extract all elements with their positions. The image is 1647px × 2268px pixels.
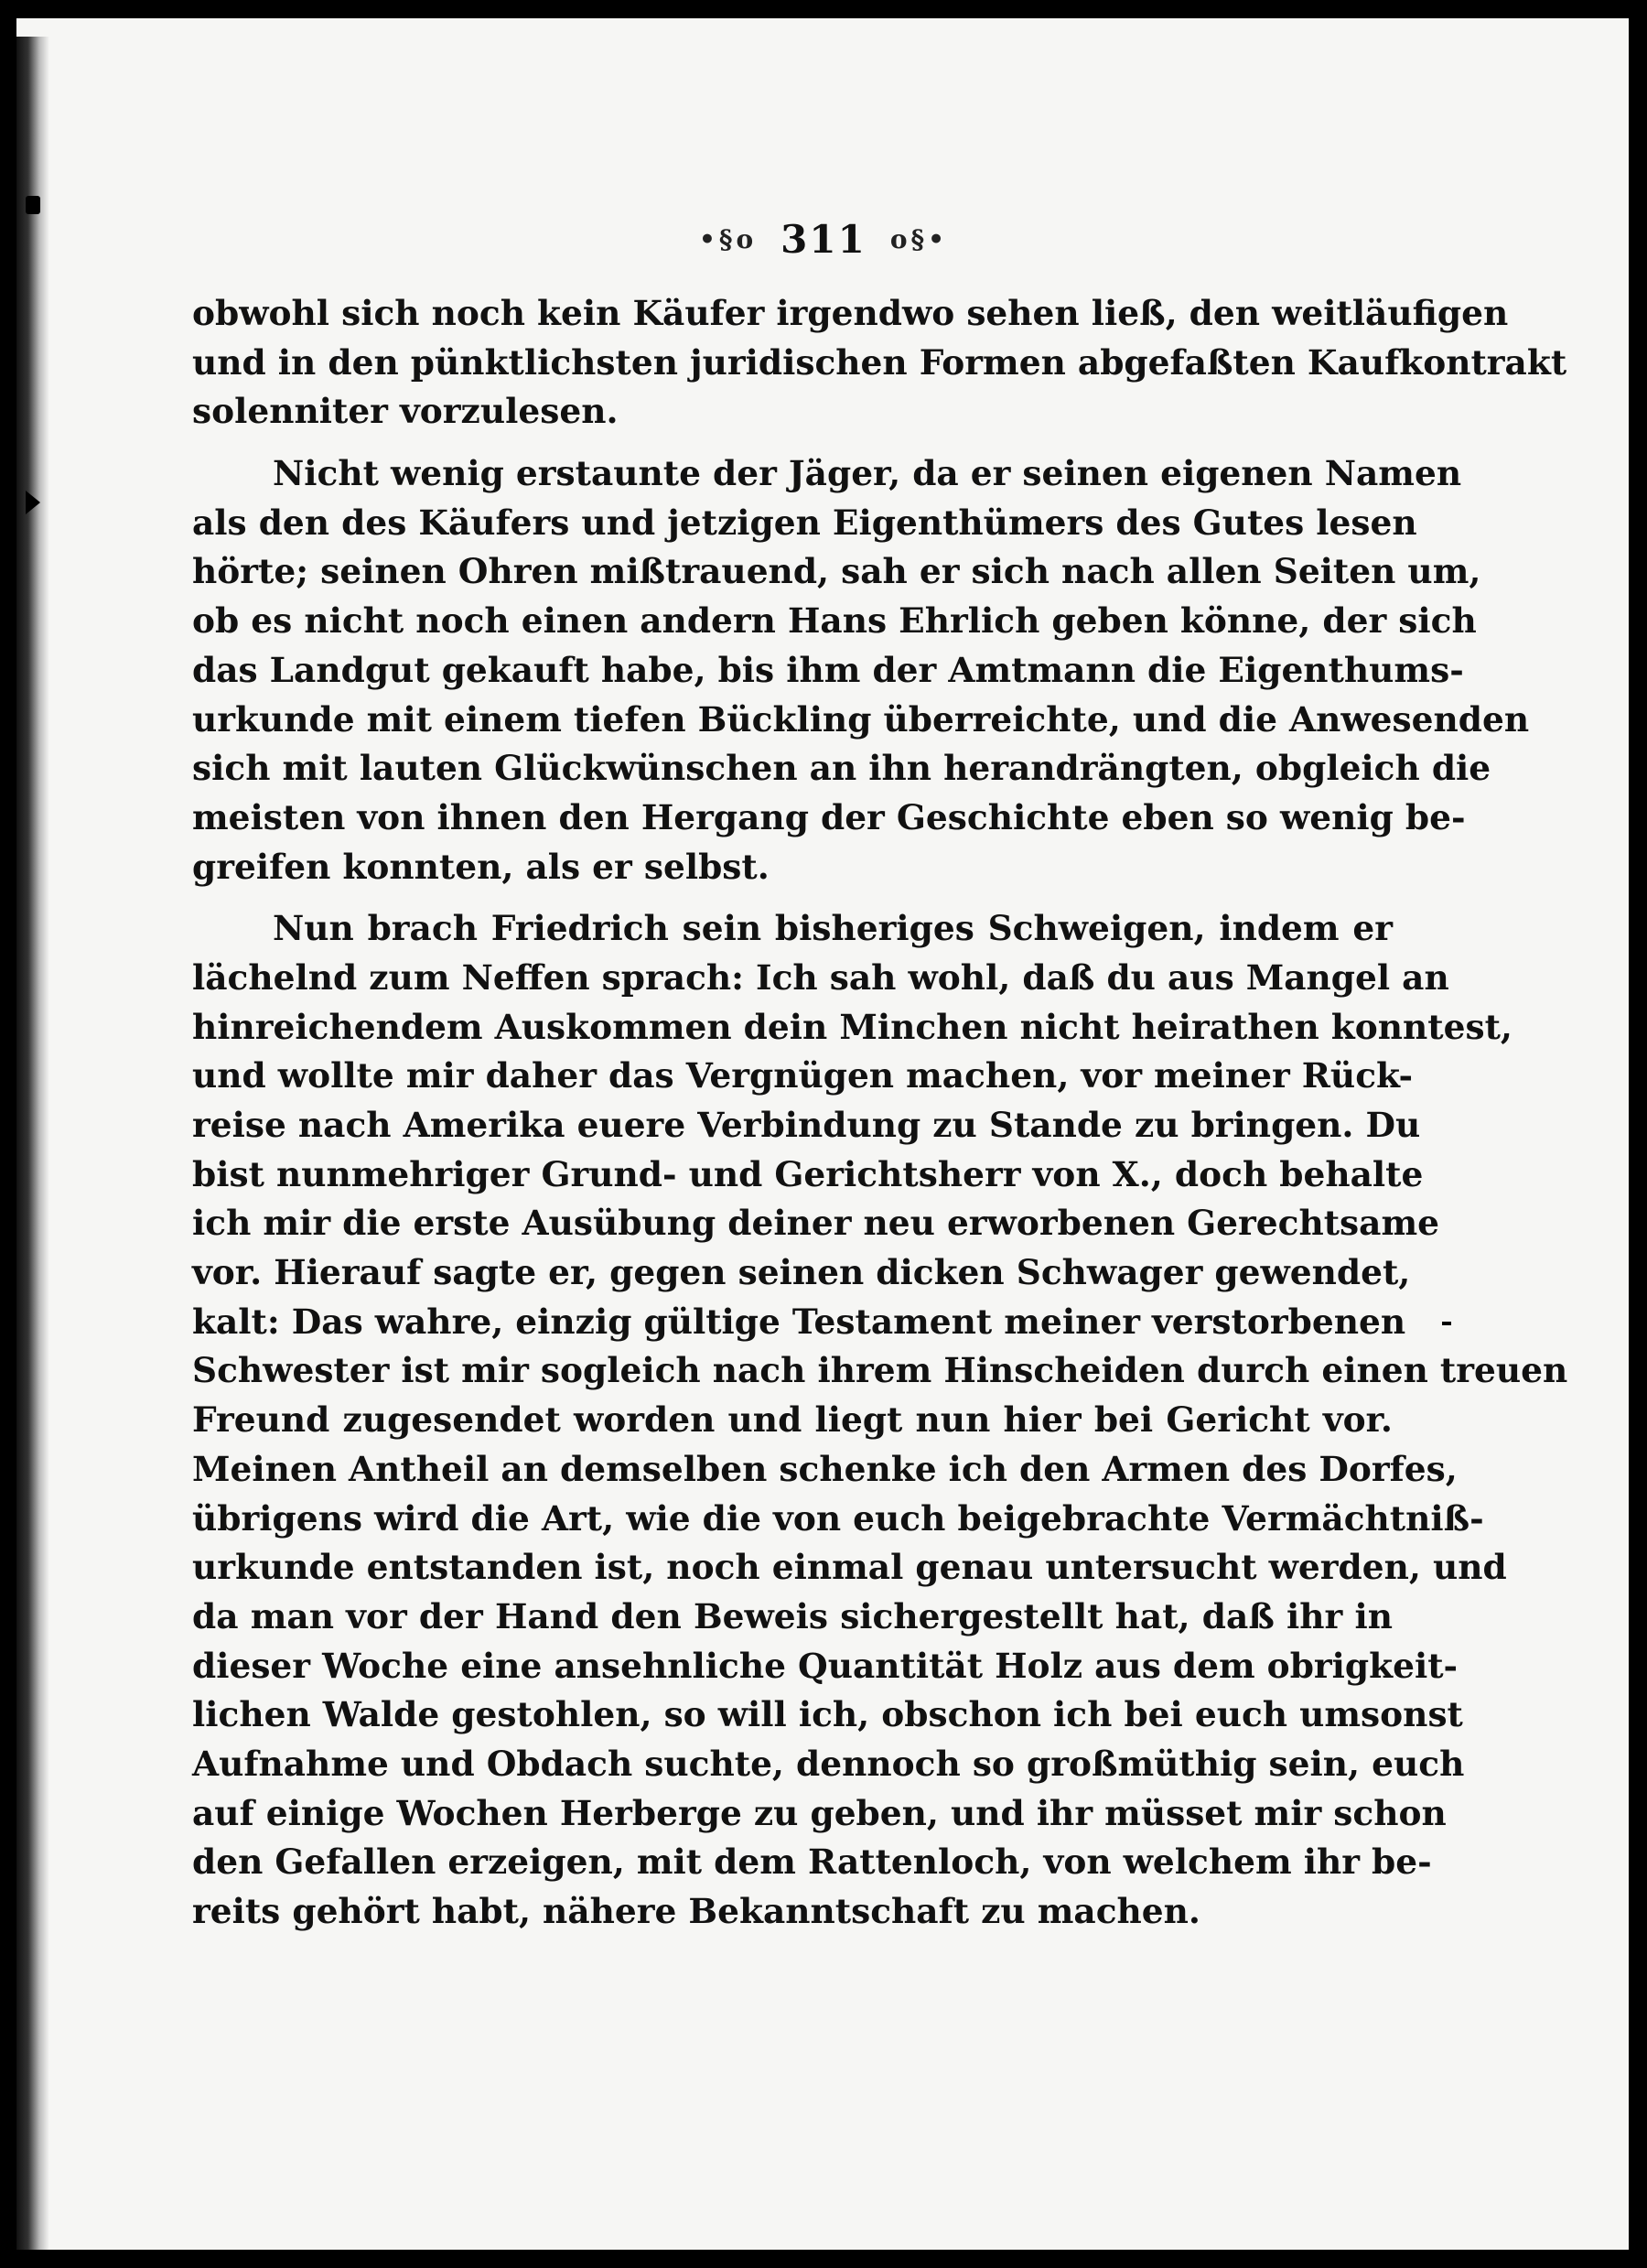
- body-text: [192, 289, 1568, 1937]
- text-line: Nun brach Friedrich sein bisheriges Schweigen, indem er: [273, 908, 1393, 949]
- text-line: und in den pünktlichsten juridischen Formen abgefaßten Kaufkontrakt: [192, 341, 1567, 383]
- scan-border-right: [1629, 0, 1647, 2268]
- text-line: kalt: Das wahre, einzig gültige Testament meiner verstorbenen: [192, 1301, 1406, 1342]
- text-line: greifen konnten, als er selbst.: [192, 846, 770, 887]
- scan-speck: [1442, 1322, 1451, 1325]
- page-number: 311: [780, 216, 867, 262]
- text-line: urkunde mit einem tiefen Bückling überreichte, und die Anwesenden: [192, 698, 1530, 740]
- text-line: übrigens wird die Art, wie die von euch beigebrachte Vermächtniß-: [192, 1497, 1484, 1539]
- text-line: Freund zugesendet worden und liegt nun hier bei Gericht vor.: [192, 1399, 1393, 1441]
- text-line: solenniter vorzulesen.: [192, 391, 619, 432]
- text-line: ich mir die erste Ausübung deiner neu erworbenen Gerechtsame: [192, 1203, 1440, 1244]
- text-line: meisten von ihnen den Hergang der Geschichte eben so wenig be-: [192, 796, 1466, 837]
- text-line: dieser Woche eine ansehnliche Quantität Holz aus dem obrigkeit-: [192, 1645, 1459, 1686]
- text-line: Aufnahme und Obdach suchte, dennoch so großmüthig sein, euch: [192, 1743, 1465, 1784]
- text-line: Meinen Antheil an demselben schenke ich den Armen des Dorfes,: [192, 1448, 1458, 1489]
- ornament-left-icon: •§o: [698, 223, 758, 254]
- text-line: da man vor der Hand den Beweis sichergestellt hat, daß ihr in: [192, 1595, 1393, 1636]
- text-line: reise nach Amerika euere Verbindung zu Stande zu bringen. Du: [192, 1105, 1421, 1145]
- text-line: Schwester ist mir sogleich nach ihrem Hinscheiden durch einen treuen: [192, 1350, 1568, 1391]
- text-line: hörte; seinen Ohren mißtrauend, sah er sich nach allen Seiten um,: [192, 551, 1481, 592]
- scan-border-top: [0, 0, 1647, 18]
- text-line: auf einige Wochen Herberge zu geben, und ihr müsset mir schon: [192, 1792, 1447, 1833]
- ornament-right-icon: o§•: [889, 223, 949, 254]
- text-line: das Landgut gekauft habe, bis ihm der Amtmann die Eigenthums-: [192, 649, 1464, 690]
- text-line: Nicht wenig erstaunte der Jäger, da er seinen eigenen Namen: [273, 453, 1462, 494]
- paragraph: [192, 904, 1568, 1936]
- text-line: ob es nicht noch einen andern Hans Ehrlich geben könne, der sich: [192, 600, 1477, 642]
- page-header: [0, 216, 1647, 262]
- text-line: sich mit lauten Glückwünschen an ihn herandrängten, obgleich die: [192, 748, 1491, 789]
- scan-border-bottom: [0, 2250, 1647, 2268]
- text-line: reits gehört habt, nähere Bekanntschaft zu machen.: [192, 1891, 1200, 1931]
- binding-gutter: [16, 37, 49, 2250]
- text-line: als den des Käufers und jetzigen Eigenthümers des Gutes lesen: [192, 502, 1417, 543]
- text-line: bist nunmehriger Grund- und Gerichtsherr von X., doch behalte: [192, 1153, 1424, 1194]
- text-line: hinreichendem Auskommen dein Minchen nicht heirathen konntest,: [192, 1006, 1512, 1047]
- text-line: urkunde entstanden ist, noch einmal genau untersucht werden, und: [192, 1547, 1507, 1588]
- text-line: den Gefallen erzeigen, mit dem Rattenloch, von welchem ihr be-: [192, 1841, 1432, 1883]
- text-line: lichen Walde gestohlen, so will ich, obschon ich bei euch umsonst: [192, 1694, 1463, 1735]
- paragraph: [192, 449, 1530, 891]
- paragraph: [192, 289, 1567, 437]
- scan-border-left: [0, 0, 16, 2268]
- text-line: und wollte mir daher das Vergnügen machen, vor meiner Rück-: [192, 1055, 1414, 1096]
- text-line: lächelnd zum Neffen sprach: Ich sah wohl, daß du aus Mangel an: [192, 956, 1449, 998]
- text-line: obwohl sich noch kein Käufer irgendwo sehen ließ, den weitläufigen: [192, 293, 1509, 333]
- binding-mark: [26, 196, 40, 214]
- text-line: vor. Hierauf sagte er, gegen seinen dicken Schwager gewendet,: [192, 1252, 1411, 1293]
